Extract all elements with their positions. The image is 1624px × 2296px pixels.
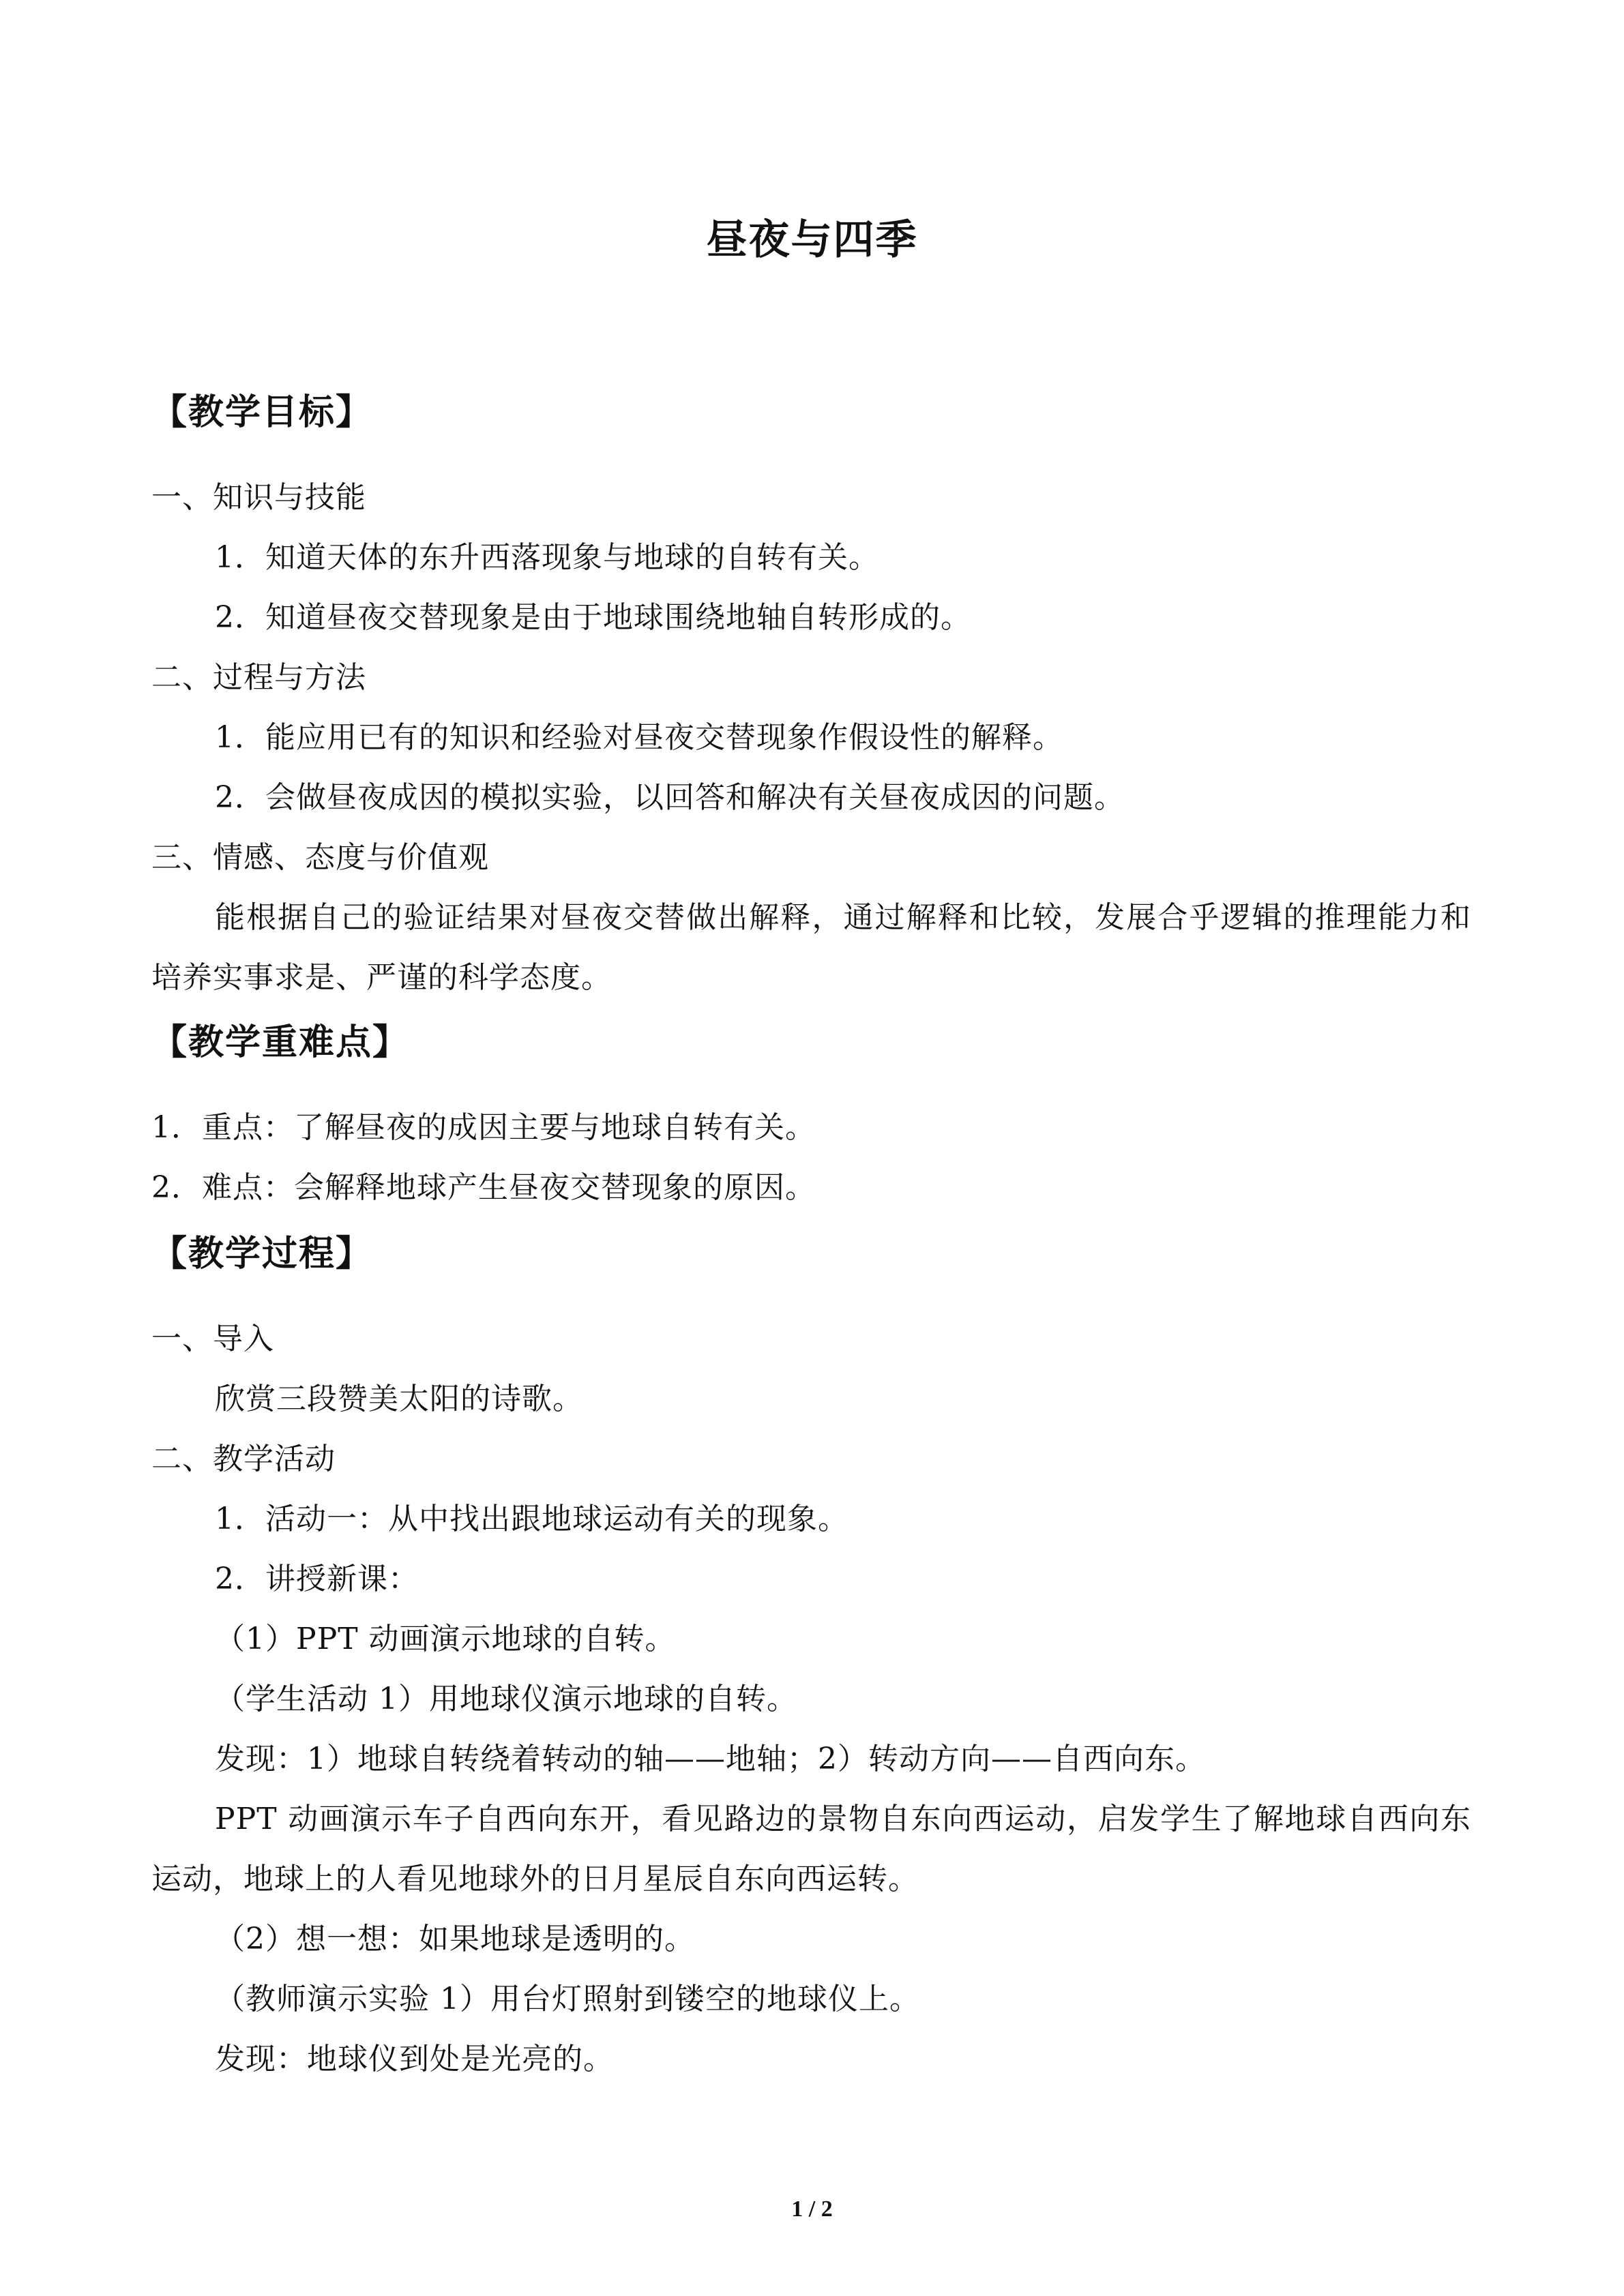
list-item: 2．会做昼夜成因的模拟实验，以回答和解决有关昼夜成因的问题。	[215, 780, 1125, 815]
subsection-heading-intro: 一、导入	[151, 1322, 274, 1356]
list-item: 2．知道昼夜交替现象是由于地球围绕地轴自转形成的。	[215, 600, 971, 635]
intro-text: 欣赏三段赞美太阳的诗歌。	[215, 1382, 583, 1416]
section-heading-key-points: 【教学重难点】	[151, 1022, 410, 1063]
list-item: 1．活动一：从中找出跟地球运动有关的现象。	[215, 1502, 848, 1536]
page-title: 昼夜与四季	[706, 216, 918, 264]
list-item: 2．讲授新课：	[215, 1562, 419, 1596]
subsection-heading-process-method: 二、过程与方法	[151, 660, 366, 695]
list-item: 1．能应用已有的知识和经验对昼夜交替现象作假设性的解释。	[215, 720, 1063, 755]
paragraph-attitude: 能根据自己的验证结果对昼夜交替做出解释，通过解释和比较，发展合乎逻辑的推理能力和培养实事求是、严谨的科学态度。	[151, 900, 1471, 995]
subsection-heading-attitude: 三、情感、态度与价值观	[151, 840, 489, 875]
section-heading-objectives: 【教学目标】	[151, 392, 373, 433]
page-number: 1 / 2	[791, 2196, 833, 2222]
list-item: （学生活动 1）用地球仪演示地球的自转。	[215, 1682, 797, 1716]
list-item: （2）想一想：如果地球是透明的。	[215, 1922, 695, 1956]
subsection-heading-activities: 二、教学活动	[151, 1442, 336, 1476]
list-item: 1．重点：了解昼夜的成因主要与地球自转有关。	[151, 1110, 816, 1145]
section-heading-process: 【教学过程】	[151, 1234, 373, 1274]
list-item: 发现：地球仪到处是光亮的。	[215, 2042, 614, 2076]
list-item: 发现：1）地球自转绕着转动的轴——地轴；2）转动方向——自西向东。	[215, 1742, 1206, 1776]
list-item: 1．知道天体的东升西落现象与地球的自转有关。	[215, 540, 879, 575]
list-item: （1）PPT 动画演示地球的自转。	[215, 1622, 676, 1656]
list-item: 2．难点：会解释地球产生昼夜交替现象的原因。	[151, 1170, 816, 1205]
subsection-heading-knowledge: 一、知识与技能	[151, 480, 366, 515]
paragraph-ppt-demo: PPT 动画演示车子自西向东开，看见路边的景物自东向西运动，启发学生了解地球自西向东运动，地球上的人看见地球外的日月星辰自东向西运转。	[151, 1802, 1471, 1896]
list-item: （教师演示实验 1）用台灯照射到镂空的地球仪上。	[215, 1982, 920, 2016]
